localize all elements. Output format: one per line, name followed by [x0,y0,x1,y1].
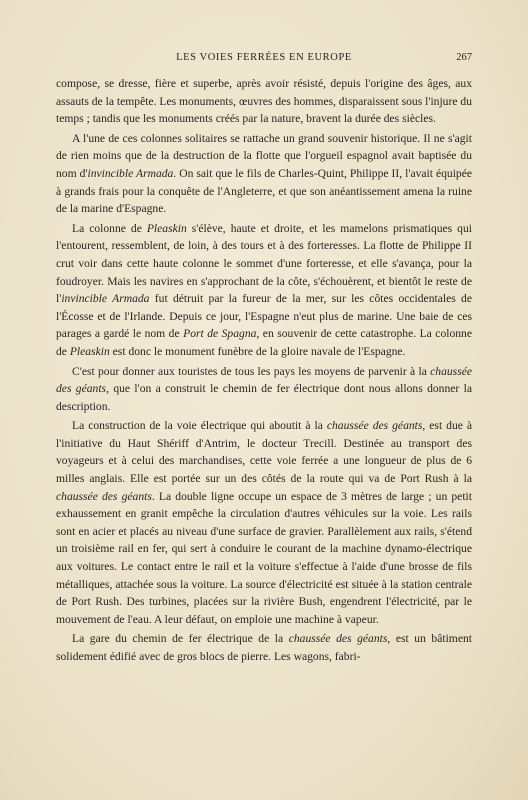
text-run: , est un bâtiment solidement édifié avec de gros blocs de pierre. Les wagons, fabri- [56,632,472,663]
paragraph-4 [56,363,472,416]
text-run: . La double ligne occupe un espace de 3 mètres de large ; un petit exhaussement en granit empêche la circulation d'autres véhicules sur la voie. Les rails sont en acier et placés au niveau d'une surface de gravier. Parallèlement aux rails, s'étend un troisième rail en fer, qui sert à conduire le courant de la machine dynamo-électrique aux voitures. Le contact entre le rail et la voiture s'effectue à l'aide d'une brosse de fils métalliques, attachée sous la voiture. La source d'électricité est située à la station centrale de Port Rush. Des turbines, placées sur la rivière Bush, engendrent l'électricité, par le mouvement de l'eau. A leur défaut, on emploie une machine à vapeur. [56,489,472,626]
paragraph-1 [56,75,472,128]
italic-text-run: invincible Armada [87,166,174,180]
text-run: , en souvenir de cette catastrophe. La colonne de [56,327,473,358]
text-run: A l'une de ces colonnes solitaires se rattache un grand souvenir historique. Il ne s'agit de rien moins que de la destruction de la flotte que l'orgueil espagnol avait baptisée du nom d' [56,131,472,180]
paragraph-3 [56,220,472,361]
text-run: s'élève, haute et droite, et les mamelons prismatiques qui l'entourent, ressemblent, de loin, à des tours et à des forteresses. La flotte de Philippe II crut voir dans cette haute colonne le sommet d'une forteresse, et elle s'avança, pour la foudroyer. Mais les navires en s'approchant de la côte, s'échouèrent, et bientôt le reste de l' [56,221,472,306]
text-run: fut détruit par la fureur de la mer, sur les côtes occidentales de l'Écosse et de l'Irlande. Depuis ce jour, l'Espagne n'eut plus de marine. Une baie de ces parages a gardé le nom de [56,292,472,341]
text-run: . On sait que le fils de Charles-Quint, Philippe II, l'avait équipée à grands frais pour la conquête de l'Angleterre, et que son anéantissement amena la ruine de la marine d'Espagne. [56,166,473,216]
italic-text-run: chaussée des géants [56,364,472,396]
paragraph-2 [56,130,472,218]
text-run: compose, se dresse, fière et superbe, après avoir résisté, depuis l'origine des âges, aux assauts de la tempête. Les monuments, œuvres des hommes, disparaissent sous l'injure du temps ; tandis que les monuments créés par la nature, bravent la durée des siècles. [56,77,472,126]
paragraph-5 [56,417,472,628]
paragraph-6 [56,630,472,665]
text-run: La gare du chemin de fer électrique de la [72,632,289,646]
running-title: LES VOIES FERRÉES EN EUROPE [176,52,352,63]
italic-text-run: chaussée des géants [56,489,152,503]
page-number: 267 [456,52,472,63]
text-run: est donc le monument funèbre de la gloire navale de l'Espagne. [109,344,406,358]
italic-text-run: chaussée des géants [326,419,423,433]
italic-text-run: invincible Armada [61,292,150,306]
italic-text-run: Pleaskin [146,221,187,235]
body-text [56,75,472,668]
text-run: La construction de la voie électrique qui aboutit à la [72,419,327,433]
text-run: C'est pour donner aux touristes de tous les pays les moyens de parvenir à la [72,364,431,378]
text-run: La colonne de [72,221,147,235]
text-run: , que l'on a construit le chemin de fer électrique dont nous allons donner la description. [56,382,472,413]
italic-text-run: chaussée des géants [288,632,388,646]
running-head [56,52,472,68]
italic-text-run: Pleaskin [69,344,110,358]
text-run: , est due à l'initiative du Haut Shériff d'Antrim, le docteur Trecill. Destinée au transport des voyageurs et à celui des marchandises, cette voie ferrée a une longueur de plus de 6 milles anglais. Elle est portée sur un des côtés de la route qui va de Port Rush à la [56,419,473,486]
italic-text-run: Port de Spagna [183,327,257,341]
